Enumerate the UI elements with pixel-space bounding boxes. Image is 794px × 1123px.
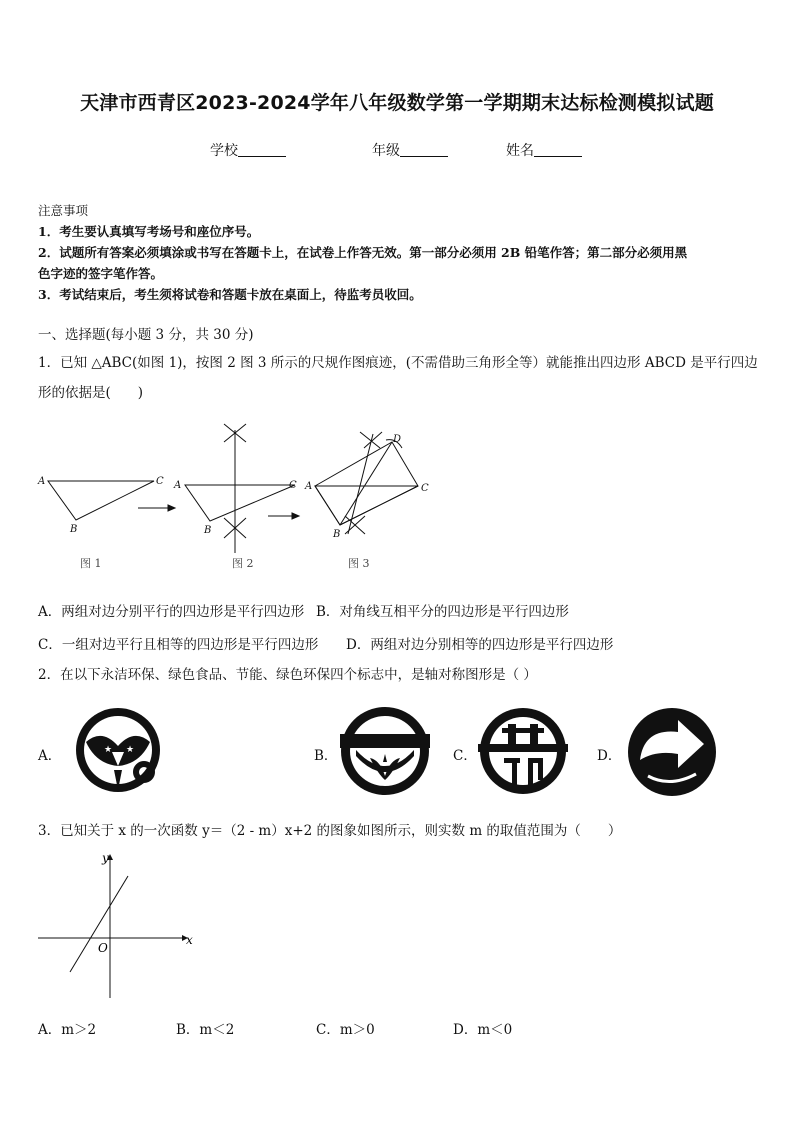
fig1-label-b: B [70, 524, 78, 535]
notice-block [38, 200, 758, 305]
arrow-1-head [168, 505, 175, 511]
fig2-label-a: A [174, 480, 182, 491]
fig3-label-b: B [333, 529, 341, 540]
fig1-label-c: C [156, 476, 164, 487]
fig3-label-a: A [305, 481, 313, 492]
q2-option-d[interactable]: D． [597, 748, 622, 764]
section-heading: 一、选择题(每小题 3 分，共 30 分) [38, 327, 254, 343]
q3-function-line [70, 876, 128, 972]
q2-logo-b-icon [340, 706, 430, 796]
school-label: 学校 [210, 143, 238, 159]
q2-stem: 2．在以下永洁环保、绿色食品、节能、绿色环保四个标志中，是轴对称图形是（ ） [38, 667, 537, 683]
q3-stem: 3．已知关于 x 的一次函数 y＝（2 - m）x+2 的图象如图所示，则实数 m 的取值范围为（ ） [38, 823, 622, 839]
q3-x-label: x [186, 933, 193, 947]
fig3-triangle [315, 486, 418, 525]
grade-label: 年级 [372, 143, 400, 159]
q1-stem-line1: 1．已知 △ABC(如图 1)，按图 2 图 3 所示的尺规作图痕迹，(不需借助三角形全等）就能推出四边形 ABCD 是平行四边 [38, 355, 758, 371]
name-field[interactable] [506, 140, 582, 160]
notice-item-2b: 色字迹的签字笔作答。 [38, 266, 164, 281]
fig3-label-d: D [393, 434, 402, 445]
q1-figures [30, 418, 450, 578]
fig3-bisector [348, 434, 373, 534]
q2-option-b[interactable]: B． [314, 748, 338, 764]
notice-item-2a: 2．试题所有答案必须填涂或书写在答题卡上，在试卷上作答无效。第一部分必须用 2B 铅笔作答；第二部分必须用黑 [38, 245, 688, 260]
q3-option-b[interactable]: B．m＜2 [176, 1022, 235, 1038]
fig2-caption: 图 2 [232, 557, 254, 570]
q2-logo-a-icon [74, 706, 162, 794]
q3-graph [34, 848, 204, 1008]
grade-field[interactable] [372, 140, 448, 160]
name-blank[interactable] [534, 142, 582, 157]
q1-option-c[interactable]: C．一组对边平行且相等的四边形是平行四边形 [38, 637, 319, 653]
notice-item-1: 1．考生要认真填写考场号和座位序号。 [38, 224, 260, 239]
q2-logo-d-icon [626, 706, 720, 800]
arrow-2-head [292, 513, 299, 519]
q2-logo-c-icon [478, 706, 568, 796]
notice-heading: 注意事项 [38, 203, 89, 218]
q1-option-b[interactable]: B．对角线互相平分的四边形是平行四边形 [316, 604, 569, 620]
logo-a-star-left: ★ [104, 745, 113, 755]
fig3-label-c: C [421, 483, 429, 494]
fig2-label-b: B [204, 525, 212, 536]
school-field[interactable] [210, 140, 286, 160]
school-blank[interactable] [238, 142, 286, 157]
notice-item-3: 3．考试结束后，考生须将试卷和答题卡放在桌面上，待监考员收回。 [38, 287, 422, 302]
q1-option-d[interactable]: D．两组对边分别相等的四边形是平行四边形 [346, 637, 614, 653]
fig1-triangle [48, 481, 154, 520]
page-title: 天津市西青区2023-2024学年八年级数学第一学期期末达标检测模拟试题 [80, 92, 714, 114]
fig1-label-a: A [38, 476, 46, 487]
fig1-caption: 图 1 [80, 557, 102, 570]
logo-a-star-right: ★ [126, 745, 135, 755]
grade-blank[interactable] [400, 142, 448, 157]
fig3-caption: 图 3 [348, 557, 370, 570]
q3-option-a[interactable]: A．m＞2 [38, 1022, 97, 1038]
q1-option-a[interactable]: A．两组对边分别平行的四边形是平行四边形 [38, 604, 305, 620]
q3-y-label: y [102, 851, 109, 865]
q3-option-d[interactable]: D．m＜0 [453, 1022, 513, 1038]
fig2-label-c: C [289, 480, 297, 491]
q3-origin-label: O [98, 941, 108, 955]
name-label: 姓名 [506, 143, 534, 159]
q2-option-a[interactable]: A． [38, 748, 62, 764]
q1-stem-line2: 形的依据是( ) [38, 385, 144, 401]
q2-option-c[interactable]: C． [453, 748, 477, 764]
q3-option-c[interactable]: C．m＞0 [316, 1022, 375, 1038]
